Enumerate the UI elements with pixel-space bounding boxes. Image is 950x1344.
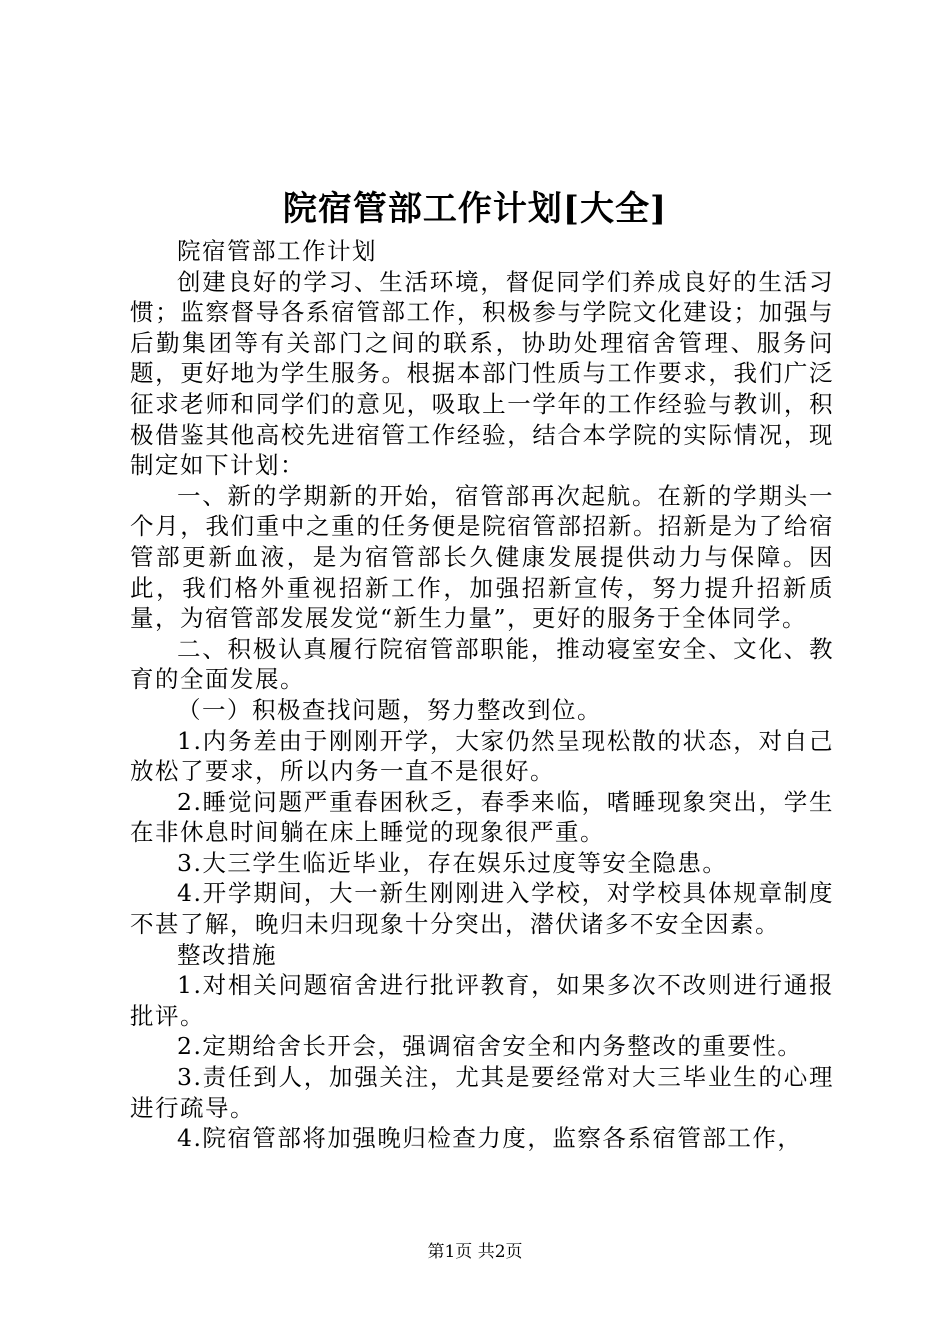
paragraph-subsection-1: （一）积极查找问题，努力整改到位。 bbox=[177, 695, 602, 724]
paragraph-subtitle: 院宿管部工作计划 bbox=[177, 237, 377, 265]
paragraph-measure-1: 1.对相关问题宿舍进行批评教育，如果多次不改则进行通报批评。 bbox=[130, 971, 834, 1030]
document-title: 院宿管部工作计划[大全] bbox=[282, 189, 668, 229]
paragraph-section-2: 二、积极认真履行院宿管部职能，推动寝室安全、文化、教育的全面发展。 bbox=[130, 634, 834, 694]
paragraph-intro: 创建良好的学习、生活环境，督促同学们养成良好的生活习惯；监察督导各系宿管部工作，积极参与学院文化建设；加强与后勤集团等有关部门之间的联系，协助处理宿舍管理、服务问题，更好地为学生服务。根据本部门性质与工作要求，我们广泛征求老师和同学们的意见，吸取上一学年的工作经验与教训，积极借鉴其他高校先进宿管工作经验，结合本学院的实际情况，现制定如下计划： bbox=[130, 267, 834, 480]
paragraph-measure-4: 4.院宿管部将加强晚归检查力度，监察各系宿管部工作， bbox=[177, 1124, 803, 1153]
paragraph-problem-2: 2.睡觉问题严重春困秋乏，春季来临，嗜睡现象突出，学生在非休息时间躺在床上睡觉的现象很严重。 bbox=[130, 787, 834, 847]
paragraph-section-1: 一、新的学期新的开始，宿管部再次起航。在新的学期头一个月，我们重中之重的任务便是院宿管部招新。招新是为了给宿管部更新血液，是为宿管部长久健康发展提供动力与保障。因此，我们格外重视招新工作，加强招新宣传，努力提升招新质量，为宿管部发展发觉“新生力量”，更好的服务于全体同学。 bbox=[130, 481, 834, 633]
document-body bbox=[130, 236, 834, 1154]
paragraph-problem-4: 4.开学期间，大一新生刚刚进入学校，对学校具体规章制度不甚了解，晚归未归现象十分突出，潜伏诸多不安全因素。 bbox=[130, 879, 834, 939]
paragraph-measure-2: 2.定期给舍长开会，强调宿舍安全和内务整改的重要性。 bbox=[177, 1032, 803, 1061]
paragraph-problem-1: 1.内务差由于刚刚开学，大家仍然呈现松散的状态，对自己放松了要求，所以内务一直不是很好。 bbox=[130, 726, 834, 786]
paragraph-measure-3: 3.责任到人，加强关注，尤其是要经常对大三毕业生的心理进行疏导。 bbox=[130, 1063, 834, 1122]
page-number-footer: 第1页 共2页 bbox=[427, 1242, 523, 1262]
paragraph-measures-heading: 整改措施 bbox=[177, 940, 277, 969]
paragraph-problem-3: 3.大三学生临近毕业，存在娱乐过度等安全隐患。 bbox=[177, 848, 728, 877]
